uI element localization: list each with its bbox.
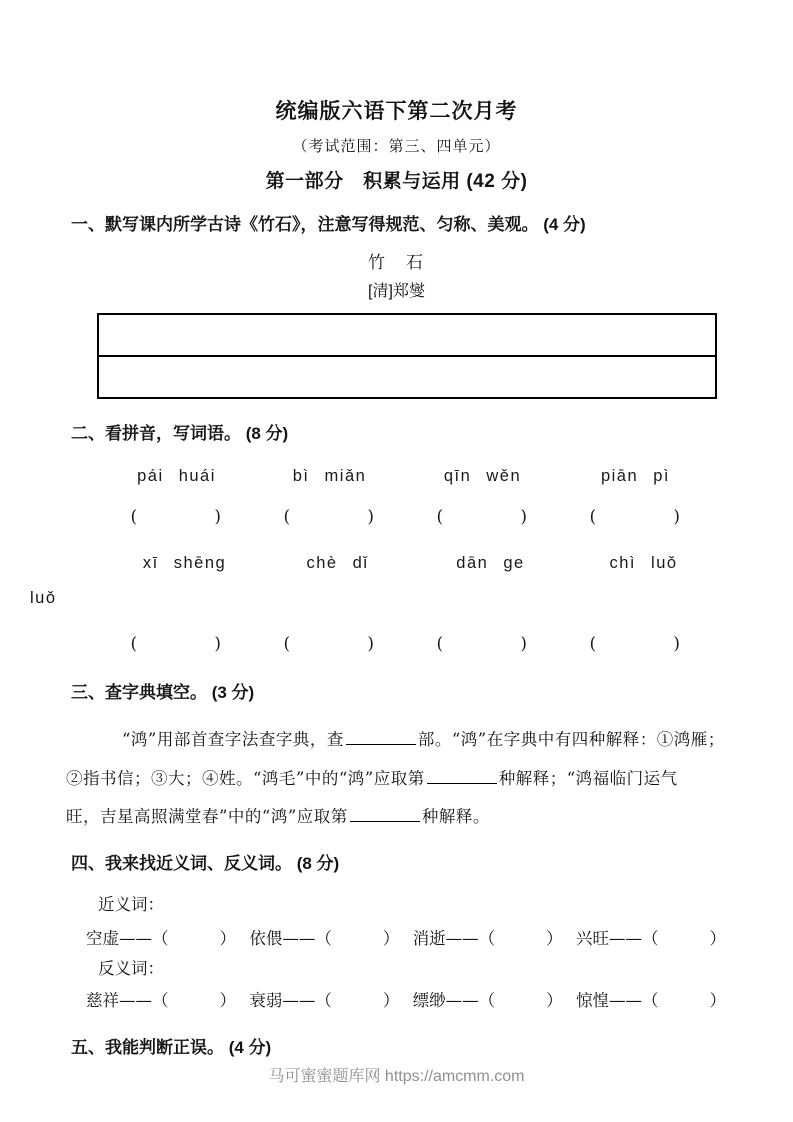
open-paren: ( bbox=[589, 507, 598, 527]
answer-slot[interactable] bbox=[590, 633, 682, 655]
pinyin-pai-huai: pái huái bbox=[137, 467, 216, 485]
answer-slot[interactable] bbox=[131, 633, 223, 655]
answer-paren-row-2 bbox=[100, 633, 712, 655]
close-paren: ） bbox=[219, 928, 236, 948]
open-paren: （ bbox=[152, 928, 169, 948]
dash: —— bbox=[119, 990, 152, 1010]
answer-slot[interactable] bbox=[315, 928, 399, 949]
q3-paragraph bbox=[66, 721, 733, 837]
open-paren: ( bbox=[436, 507, 445, 527]
answer-slot[interactable] bbox=[284, 633, 376, 655]
answer-paren-row-1 bbox=[100, 506, 712, 528]
dash: —— bbox=[608, 990, 642, 1010]
q1-heading: 一、默写课内所学古诗《竹石》，注意写得规范、匀称、美观。 (4 分) bbox=[71, 215, 586, 234]
answer-slot[interactable] bbox=[152, 928, 236, 949]
poem-answer-box bbox=[97, 313, 717, 399]
open-paren: （ bbox=[641, 990, 659, 1010]
word-pair-shuairuo bbox=[249, 990, 399, 1011]
open-paren: ( bbox=[283, 634, 292, 654]
open-paren: （ bbox=[641, 928, 659, 948]
synonym-label: 近义词： bbox=[98, 894, 164, 914]
fill-in-blank-meaning-1[interactable] bbox=[427, 767, 497, 784]
close-paren: ） bbox=[546, 928, 563, 948]
antonym-row bbox=[86, 990, 726, 1011]
fill-in-blank-meaning-2[interactable] bbox=[350, 805, 420, 822]
close-paren: ) bbox=[214, 634, 223, 654]
poem-answer-row-2[interactable] bbox=[99, 355, 715, 397]
pinyin-che-di: chè dǐ bbox=[306, 554, 369, 572]
close-paren: ） bbox=[382, 990, 400, 1010]
word: 空虚 bbox=[86, 928, 119, 948]
open-paren: ( bbox=[130, 507, 139, 527]
exam-title: 统编版六语下第二次月考 bbox=[275, 100, 518, 123]
close-paren: ) bbox=[367, 507, 376, 527]
answer-slot[interactable] bbox=[642, 928, 726, 949]
dash: —— bbox=[282, 928, 316, 948]
word-pair-xiaoshi bbox=[413, 928, 563, 949]
antonym-label: 反义词： bbox=[98, 958, 164, 978]
q3-heading: 三、查字典填空。 (3 分) bbox=[71, 683, 255, 702]
pinyin-wrap-luo: luǒ bbox=[30, 589, 57, 607]
word: 衰弱 bbox=[249, 990, 283, 1010]
word-pair-xingwang bbox=[576, 928, 726, 949]
poem-answer-row-1[interactable] bbox=[99, 315, 715, 355]
dash: —— bbox=[445, 990, 479, 1010]
word-pair-piaomiao bbox=[413, 990, 563, 1011]
open-paren: ( bbox=[436, 634, 445, 654]
pinyin-xi-sheng: xī shēng bbox=[142, 554, 227, 572]
word: 兴旺 bbox=[575, 928, 609, 948]
answer-slot[interactable] bbox=[437, 506, 529, 528]
word: 慈祥 bbox=[86, 990, 119, 1010]
close-paren: ) bbox=[367, 634, 376, 654]
fill-in-blank-radical[interactable] bbox=[346, 728, 416, 745]
open-paren: （ bbox=[152, 990, 169, 1010]
close-paren: ） bbox=[709, 928, 726, 948]
answer-slot[interactable] bbox=[315, 990, 399, 1011]
answer-slot[interactable] bbox=[437, 633, 529, 655]
poem-title: 竹 石 bbox=[368, 253, 425, 272]
pinyin-row-1 bbox=[100, 466, 712, 486]
word: 惊惶 bbox=[575, 990, 609, 1010]
word-pair-cixiang bbox=[86, 990, 236, 1011]
open-paren: （ bbox=[478, 928, 496, 948]
poem-author: [清]郑燮 bbox=[368, 283, 425, 300]
pinyin-dan-ge: dān ge bbox=[456, 554, 525, 572]
word: 消逝 bbox=[412, 928, 446, 948]
q3-text-5: 旺，吉星高照满堂春”中的“鸿”应取第 bbox=[66, 807, 348, 826]
section-heading: 第一部分 积累与运用 (42 分) bbox=[265, 171, 528, 192]
pinyin-qin-wen: qīn wěn bbox=[443, 467, 522, 485]
close-paren: ） bbox=[709, 990, 726, 1010]
exam-scope: （考试范围：第三、四单元） bbox=[292, 137, 501, 155]
close-paren: ） bbox=[382, 928, 400, 948]
pinyin-pian-pi: piān pì bbox=[600, 467, 671, 485]
close-paren: ） bbox=[219, 990, 236, 1010]
answer-slot[interactable] bbox=[479, 990, 563, 1011]
close-paren: ) bbox=[673, 507, 682, 527]
open-paren: （ bbox=[478, 990, 496, 1010]
q5-heading: 五、我能判断正误。 (4 分) bbox=[71, 1037, 272, 1057]
watermark-site: 马可蜜蜜题库网 https://amcmm.com bbox=[268, 1068, 525, 1085]
close-paren: ) bbox=[673, 634, 682, 654]
open-paren: ( bbox=[130, 634, 139, 654]
answer-slot[interactable] bbox=[131, 506, 223, 528]
close-paren: ) bbox=[520, 634, 529, 654]
q2-heading: 二、看拼音，写词语。 (8 分) bbox=[71, 424, 289, 443]
word-pair-yiwei bbox=[249, 928, 399, 949]
pinyin-row-2 bbox=[108, 553, 720, 573]
answer-slot[interactable] bbox=[642, 990, 726, 1011]
q3-text-4: 种解释；“鸿福临门运气 bbox=[498, 768, 678, 788]
pinyin-chi-luo: chì luǒ bbox=[609, 554, 678, 572]
synonym-row bbox=[86, 928, 726, 949]
word: 缥缈 bbox=[412, 990, 446, 1010]
close-paren: ) bbox=[214, 507, 223, 527]
word-pair-jinghuang bbox=[576, 990, 726, 1011]
q3-text-3: ②指书信；③大；④姓。“鸿毛”中的“鸿”应取第 bbox=[66, 768, 425, 788]
pinyin-bi-mian: bì miǎn bbox=[292, 467, 367, 485]
open-paren: （ bbox=[315, 990, 332, 1010]
open-paren: ( bbox=[589, 634, 598, 654]
answer-slot[interactable] bbox=[479, 928, 563, 949]
q3-text-2: 部。“鸿”在字典中有四种解释：①鸿雁； bbox=[417, 730, 725, 749]
q4-heading: 四、我来找近义词、反义词。 (8 分) bbox=[71, 853, 340, 873]
word-pair-kongxu bbox=[86, 928, 236, 949]
answer-slot[interactable] bbox=[284, 506, 376, 528]
dash: —— bbox=[119, 928, 152, 948]
word: 依偎 bbox=[249, 928, 283, 948]
dash: —— bbox=[608, 928, 642, 948]
open-paren: （ bbox=[315, 928, 332, 948]
open-paren: ( bbox=[283, 507, 292, 527]
q3-text-6: 种解释。 bbox=[421, 807, 490, 826]
dash: —— bbox=[282, 990, 316, 1010]
answer-slot[interactable] bbox=[152, 990, 236, 1011]
q3-text-1: “鸿”用部首查字法查字典，查 bbox=[122, 730, 344, 749]
answer-slot[interactable] bbox=[590, 506, 682, 528]
close-paren: ) bbox=[520, 507, 529, 527]
dash: —— bbox=[445, 928, 479, 948]
close-paren: ） bbox=[546, 990, 563, 1010]
